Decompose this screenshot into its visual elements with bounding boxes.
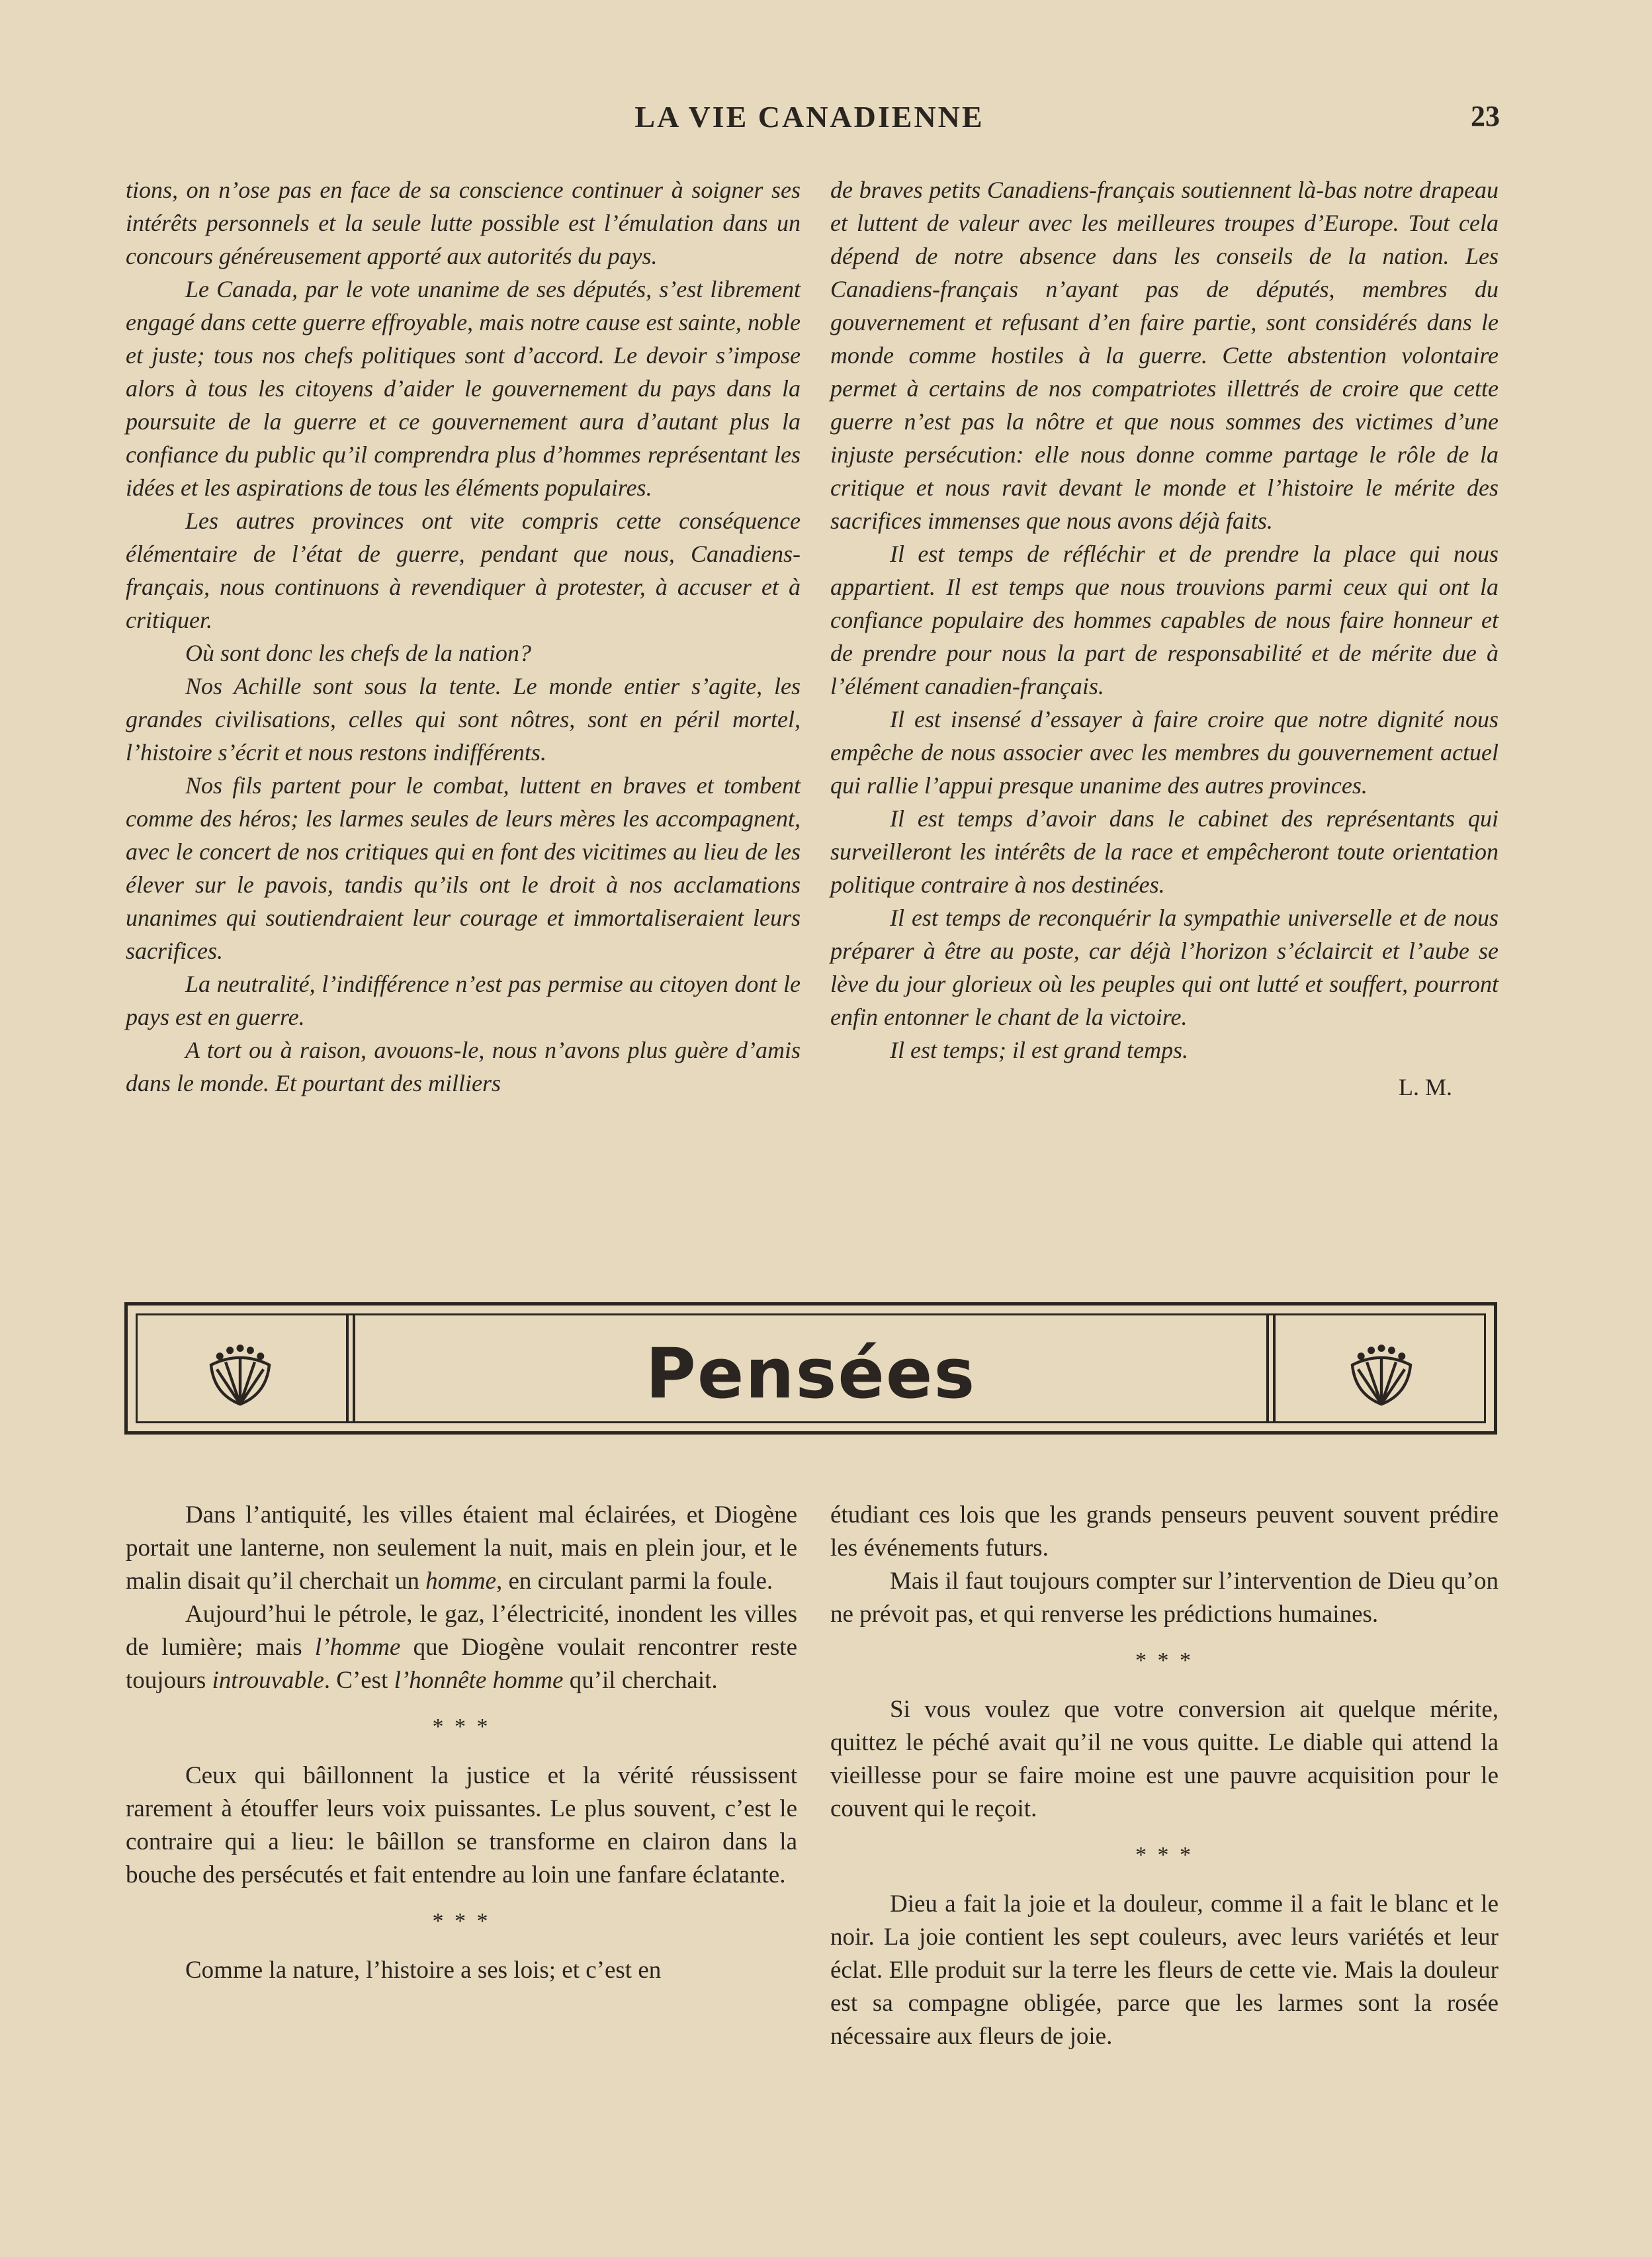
- journal-title: LA VIE CANADIENNE: [634, 100, 984, 134]
- article-paragraph: de braves petits Canadiens-français soutiennent là-bas notre drapeau et luttent de valeur avec les meilleures troupes d’Europe. Tout cela dépend de notre absence dans les conseils de la nation. Les Canadiens-français n’ayant pas de députés, membres du gouvernement et refusant d’en faire partie, sont considérés dans le monde comme hostiles à la guerre. Cette abstention volontaire permet à certains de nos compatriotes illettrés de croire que cette guerre n’est pas la nôtre et que nous sommes des victimes d’une injuste persécution: elle nous donne comme partage le rôle de la critique et nous ravit devant le monde et l’histoire le mérite des sacrifices immenses que nous avons déjà faits.: [830, 177, 1499, 534]
- pensee-paragraph: Comme la nature, l’histoire a ses lois; et c’est en: [185, 1957, 662, 1984]
- text-run-italic: l’homme: [314, 1634, 401, 1661]
- article-paragraph: Nos Achille sont sous la tente. Le monde entier s’agite, les grandes civilisations, celles qui sont nôtres, sont en péril mortel, l’histoire s’écrit et nous restons indifférents.: [126, 673, 801, 766]
- article-paragraph: Où sont donc les chefs de la nation?: [185, 640, 531, 666]
- asterism-separator: * * *: [1135, 1648, 1194, 1673]
- article-paragraph: A tort ou à raison, avouons-le, nous n’avons plus guère d’amis dans le monde. Et pourtant des milliers: [126, 1037, 801, 1096]
- page-number: 23: [1471, 100, 1500, 132]
- text-run: qu’il cherchait.: [563, 1667, 718, 1694]
- text-run-italic: homme: [425, 1568, 496, 1595]
- pensee-paragraph: étudiant ces lois que les grands penseurs peuvent souvent prédire les événements futurs.: [830, 1501, 1499, 1562]
- banner-divider-right: [1266, 1313, 1276, 1423]
- article-paragraph: La neutralité, l’indifférence n’est pas permise au citoyen dont le pays est en guerre.: [126, 971, 801, 1030]
- text-run-italic: l’honnête homme: [394, 1667, 564, 1694]
- asterism-separator: * * *: [432, 1714, 491, 1739]
- running-head: [119, 99, 1500, 146]
- text-run: , en circulant parmi la foule.: [496, 1568, 773, 1595]
- article-paragraph: Il est temps d’avoir dans le cabinet des représentants qui surveilleront les intérêts de la race et empêcheront toute orientation politique contraire à nos destinées.: [830, 805, 1499, 898]
- pensee-paragraph: Si vous voulez que votre conversion ait quelque mérite, quittez le péché avait qu’il ne vous quitte. Le diable qui attend la vieillesse pour se faire moine est une pauvre acquisition pour le couvent qui le reçoit.: [830, 1696, 1499, 1822]
- text-run: que Diogène voulait rencontrer reste toujours: [126, 1634, 797, 1694]
- article-paragraph: Il est insensé d’essayer à faire croire que notre dignité nous empêche de nous associer avec les membres du gouvernement actuel qui rallie l’appui presque unanime des autres provinces.: [830, 706, 1499, 799]
- pensee-paragraph: Dieu a fait la joie et la douleur, comme il a fait le blanc et le noir. La joie contient les sept couleurs, avec leurs variétés et leur éclat. Elle produit sur la terre les fleurs de cette vie. Mais la douleur est sa compagne obligée, parce que les larmes sont la rosée nécessaire aux fleurs de joie.: [830, 1890, 1499, 2050]
- article-paragraph: Le Canada, par le vote unanime de ses députés, s’est librement engagé dans cette guerre effroyable, mais notre cause est sainte, noble et juste; tous nos chefs politiques sont d’accord. Le devoir s’impose alors à tous les citoyens d’aider le gouvernement du pays dans la poursuite de la guerre et ce gouvernement aura d’autant plus la confiance du public qu’il comprendra plus d’hommes représentant les idées et les aspirations de tous les éléments populaires.: [126, 276, 801, 501]
- article-right-column: [830, 173, 1499, 1104]
- asterism-separator: * * *: [1135, 1843, 1194, 1867]
- text-run-italic: introuvable: [212, 1667, 324, 1694]
- text-run: . C’est: [324, 1667, 394, 1694]
- pensees-left-column: [126, 1499, 797, 1987]
- article-left-column: [126, 173, 801, 1100]
- banner-divider-left: [346, 1313, 355, 1423]
- pensee-paragraph: [126, 1499, 797, 1598]
- article-paragraph: Il est temps de reconquérir la sympathie universelle et de nous préparer à être au poste, car déjà l’horizon s’éclaircit et l’aube se lève du jour glorieux où les peuples qui ont lutté et souffert, pourront enfin entonner le chant de la victoire.: [830, 905, 1499, 1030]
- text-run: Dans l’antiquité, les villes étaient mal éclairées, et Diogène portait une lanterne, non seulement la nuit, mais en plein jour, et le malin disait qu’il cherchait un: [126, 1501, 797, 1595]
- pensees-right-column: [830, 1499, 1499, 2053]
- text-run: Aujourd’hui le pétrole, le gaz, l’électricité, inondent les villes de lumière; mais: [126, 1601, 797, 1661]
- section-banner: [124, 1302, 1497, 1435]
- asterism-separator: * * *: [432, 1909, 491, 1933]
- section-title: Pensées: [645, 1333, 977, 1414]
- shell-ornament-icon: [1345, 1337, 1418, 1410]
- shell-ornament-icon: [204, 1337, 277, 1410]
- article-paragraph: Il est temps de réfléchir et de prendre la place qui nous appartient. Il est temps que nous trouvions parmi ceux qui ont la confiance populaire des hommes capables de nous faire honneur et de prendre pour nous la part de responsabilité et de mérite due à l’élément canadien-français.: [830, 541, 1499, 699]
- article-paragraph: tions, on n’ose pas en face de sa conscience continuer à soigner ses intérêts personnels et la seule lutte possible est l’émulation dans un concours généreusement apporté aux autorités du pays.: [126, 177, 801, 269]
- pensee-paragraph: Ceux qui bâillonnent la justice et la vérité réussissent rarement à étouffer leurs voix puissantes. Le plus souvent, c’est le contraire qui a lieu: le bâillon se transforme en clairon dans la bouche des persécutés et fait entendre au loin une fanfare éclatante.: [126, 1762, 797, 1888]
- article-paragraph: Il est temps; il est grand temps.: [890, 1037, 1188, 1063]
- article-paragraph: Nos fils partent pour le combat, luttent en braves et tombent comme des héros; les larmes seules de leurs mères les accompagnent, avec le concert de nos critiques qui en font des vicitimes au lieu de les élever sur le pavois, tandis qu’ils ont le droit à nos acclamations unanimes qui soutiendraient leur courage et immortaliseraient leurs sacrifices.: [126, 772, 801, 964]
- pensee-paragraph: [126, 1598, 797, 1697]
- author-signature: L. M.: [1399, 1074, 1452, 1100]
- pensee-paragraph: Mais il faut toujours compter sur l’intervention de Dieu qu’on ne prévoit pas, et qui renverse les prédictions humaines.: [830, 1568, 1499, 1628]
- article-paragraph: Les autres provinces ont vite compris cette conséquence élémentaire de l’état de guerre, pendant que nous, Canadiens-français, nous continuons à revendiquer à protester, à accuser et à critiquer.: [126, 508, 801, 633]
